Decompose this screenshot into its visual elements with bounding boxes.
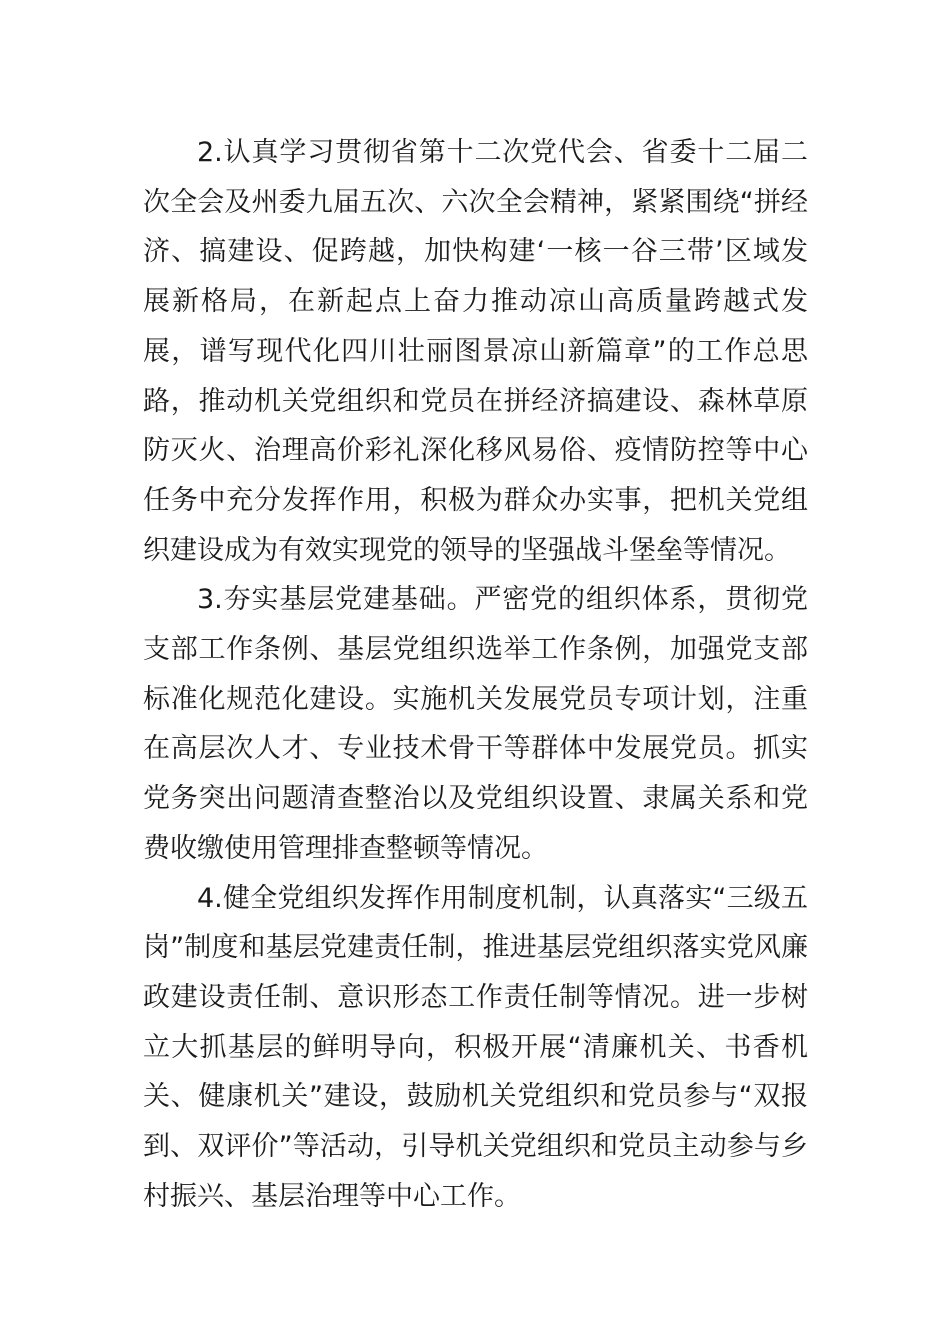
paragraph-item-4: 4.健全党组织发挥作用制度机制，认真落实“三级五岗”制度和基层党建责任制，推进基层党组织落实党风廉政建设责任制、意识形态工作责任制等情况。进一步树立大抓基层的鲜明导向，积极开展“清廉机关、书香机关、健康机关”建设，鼓励机关党组织和党员参与“双报到、双评价”等活动，引导机关党组织和党员主动参与乡村振兴、基层治理等中心工作。: [143, 882, 808, 1212]
paragraph-item-3: 3.夯实基层党建基础。严密党的组织体系，贯彻党支部工作条例、基层党组织选举工作条例，加强党支部标准化规范化建设。实施机关发展党员专项计划，注重在高层次人才、专业技术骨干等群体中发展党员。抓实党务突出问题清查整治以及党组织设置、隶属关系和党费收缴使用管理排查整顿等情况。: [143, 584, 808, 864]
document-body: [143, 128, 808, 1221]
paragraph-item-2: 2.认真学习贯彻省第十二次党代会、省委十二届二次全会及州委九届五次、六次全会精神，紧紧围绕“拼经济、搞建设、促跨越，加快构建‘一核一谷三带’区域发展新格局，在新起点上奋力推动凉山高质量跨越式发展，谱写现代化四川壮丽图景凉山新篇章”的工作总思路，推动机关党组织和党员在拼经济搞建设、森林草原防灭火、治理高价彩礼深化移风易俗、疫情防控等中心任务中充分发挥作用，积极为群众办实事，把机关党组织建设成为有效实现党的领导的坚强战斗堡垒等情况。: [143, 137, 808, 566]
